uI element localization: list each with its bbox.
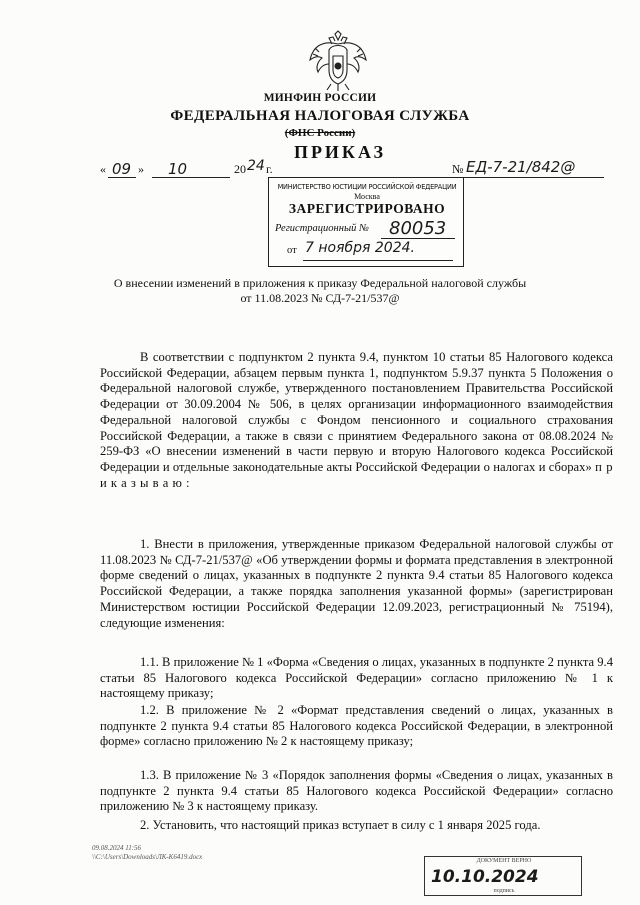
- decree-word: п р и к а з ы в а ю :: [100, 459, 614, 490]
- item-1-3: [100, 768, 613, 815]
- preamble-paragraph: [100, 350, 613, 491]
- item-1-1: [100, 655, 613, 702]
- item-1-1-text: 1.1. В приложение № 1 «Форма «Сведения о лицах, указанных в подпункте 2 пункта 9.4 статьи 85 Налогового кодекса Российской Федерации» согласно приложению № 1 к настоящему приказу;: [100, 655, 613, 701]
- number-underline: [464, 177, 604, 178]
- order-number: ЕД-7-21/842@: [466, 158, 576, 176]
- footer-stamp: [424, 856, 582, 896]
- footer-stamp-date: 10.10.2024: [431, 867, 539, 887]
- service-short-name: (ФНС России): [284, 127, 356, 139]
- registration-stamp: [268, 177, 464, 267]
- item-1-3-text: 1.3. В приложение № 3 «Порядок заполнения формы «Сведения о лицах, указанных в подпункте 2 пункта 9.4 статьи 85 Налогового кодекса Российской Федерации» согласно приложению № 3 к настоящему приказу.: [100, 768, 613, 814]
- item-1: [100, 537, 613, 631]
- stamp-registered: ЗАРЕГИСТРИРОВАНО: [288, 201, 446, 216]
- subject-line-2: от 11.08.2023 № СД-7-21/537@: [240, 291, 400, 305]
- date-month: 10: [168, 160, 188, 178]
- stamp-date-value: 7 ноября 2024.: [305, 240, 415, 256]
- preamble-text: В соответствии с подпунктом 2 пункта 9.4, пунктом 10 статьи 85 Налогового кодекса Российской Федерации, абзацем первым пункта 1, подпунктом 5.9.37 пункта 5 Положения о Федеральной налоговой службе, утвержденного постановлением Правительства Российской Федерации от 30.09.2004 № 506, в целях организации информационного взаимодействия Федеральной налоговой службы с Фондом пенсионного и социального страхования Российской Федерации, а также в связи с принятием Федерального закона от 08.08.2024 № 259-ФЗ «О внесении изменений в части первую и вторую Налогового кодекса Российской Федерации и отдельные законодательные акты Российской Федерации о налогах и сборах»: [100, 350, 613, 474]
- month-underline: [152, 177, 230, 178]
- year-suffix: 24: [247, 158, 265, 174]
- quote-close: »: [138, 162, 144, 176]
- footer-timestamp: 09.08.2024 11:56: [92, 844, 142, 852]
- footer-stamp-top: ДОКУМЕНТ ВЕРНО: [476, 858, 532, 864]
- item-1-2-text: 1.2. В приложение № 2 «Формат представления сведений о лицах, указанных в подпункте 2 пункта 9.4 статьи 85 Налогового кодекса Российской Федерации, в электронной форме» согласно приложению № 2 к настоящему приказу;: [100, 703, 613, 749]
- subject-line-1: О внесении изменений в приложения к приказу Федеральной налоговой службы: [113, 276, 527, 290]
- quote-open: «: [100, 162, 106, 176]
- order-subject: [0, 276, 640, 306]
- item-1-text: 1. Внести в приложения, утвержденные приказом Федеральной налоговой службы от 11.08.2023 № СД-7-21/537@ «Об утверждении формы и формата представления в электронной форме сведений о лицах, указанных в подпункте 2 пункта 9.4 статьи 85 Налогового кодекса Российской Федерации, а также порядка заполнения указанной формы» (зарегистрирован Министерством юстиции Российской Федерации 12.09.2023, регистрационный № 75194), следующие изменения:: [100, 537, 613, 630]
- coat-of-arms-emblem: [305, 30, 371, 92]
- stamp-ministry: МИНИСТЕРСТВО ЮСТИЦИИ РОССИЙСКОЙ ФЕДЕРАЦИИ: [277, 182, 457, 191]
- day-underline: [108, 177, 136, 178]
- item-2: [100, 818, 613, 834]
- footer-note: [92, 844, 202, 862]
- number-sign: №: [452, 162, 464, 176]
- item-2-text: 2. Установить, что настоящий приказ вступает в силу с 1 января 2025 года.: [140, 818, 541, 832]
- year-prefix: 20: [234, 162, 246, 176]
- date-day: 09: [112, 160, 132, 178]
- stamp-date-label: от: [287, 245, 297, 256]
- item-1-2: [100, 703, 613, 750]
- stamp-date-underline: [303, 260, 453, 261]
- year-unit: г.: [266, 162, 273, 176]
- ministry-name: МИНФИН РОССИИ: [263, 92, 377, 104]
- reg-number-underline: [381, 238, 455, 239]
- order-title: ПРИКАЗ: [293, 142, 387, 162]
- stamp-reg-number: 80053: [389, 218, 447, 239]
- stamp-reg-label: Регистрационный №: [275, 223, 369, 234]
- footer-file-path: \\C:\Users\Downloads\ЛК-К6419.docx: [92, 853, 203, 861]
- stamp-city: Москва: [354, 192, 380, 201]
- service-name: ФЕДЕРАЛЬНАЯ НАЛОГОВАЯ СЛУЖБА: [170, 108, 470, 124]
- footer-stamp-bottom: подпись: [493, 888, 515, 894]
